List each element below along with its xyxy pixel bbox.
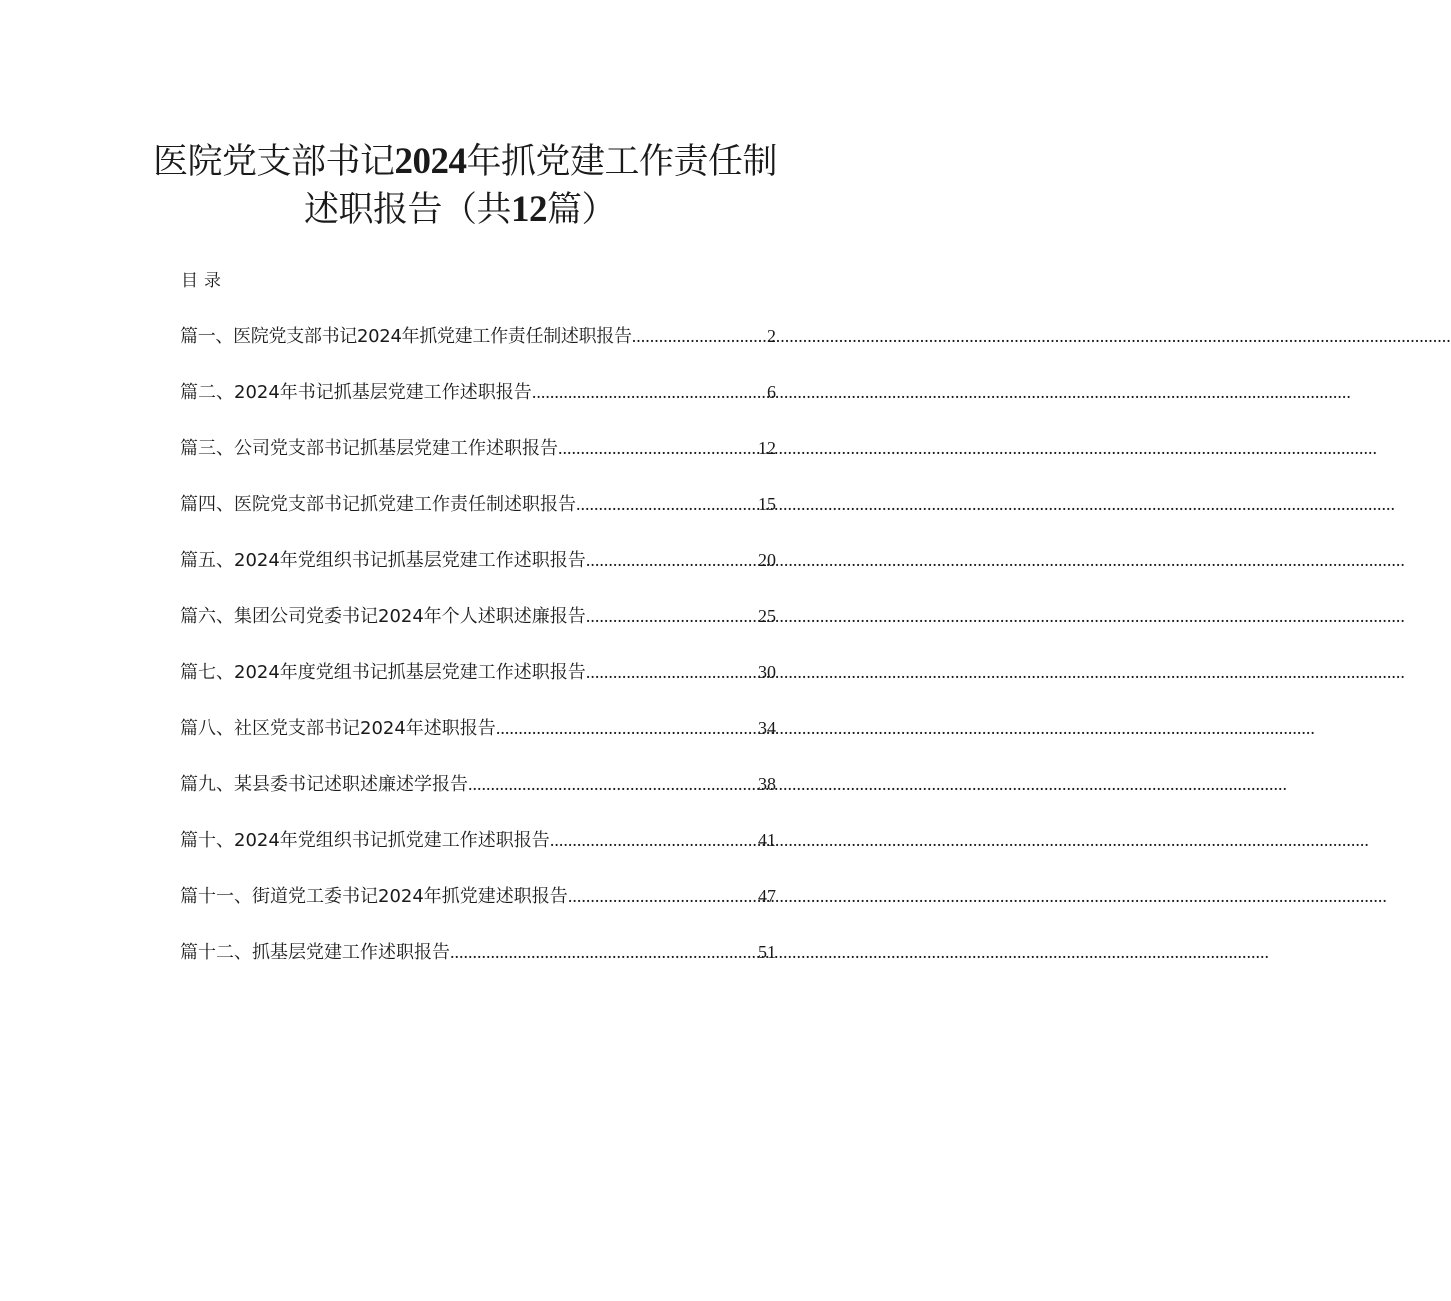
toc-entry-1[interactable] [180,322,776,378]
toc-entry-page: 25 [758,606,776,626]
document-title-line-2 [120,184,800,236]
toc-dot-leader [576,490,758,518]
toc-entry-4[interactable] [180,490,776,546]
toc-entry-label: 篇四、医院党支部书记抓党建工作责任制述职报告 [180,494,576,515]
toc-dot-leader [632,322,767,350]
title-suffix: 年抓党建工作责任制 [466,142,778,182]
toc-entry-label: 篇六、集团公司党委书记2024年个人述职述廉报告 [180,606,586,627]
toc-entry-page: 20 [758,550,776,570]
toc-entry-11[interactable] [180,882,776,938]
title-prefix: 医院党支部书记 [152,142,395,182]
toc-dot-leader [586,602,758,630]
toc-entry-page: 6 [767,382,776,402]
toc-entry-label: 篇八、社区党支部书记2024年述职报告 [180,718,496,739]
toc-entry-7[interactable] [180,658,776,714]
toc-entry-12[interactable] [180,938,776,994]
toc-entry-label: 篇十二、抓基层党建工作述职报告 [180,942,450,963]
toc-entry-page: 12 [758,438,776,458]
toc-entry-10[interactable] [180,826,776,882]
toc-entry-page: 15 [758,494,776,514]
toc-dot-leader [450,938,758,966]
toc-entry-page: 34 [758,718,776,738]
toc-dot-leader [568,882,758,910]
toc-entry-label: 篇七、2024年度党组书记抓基层党建工作述职报告 [180,662,586,683]
toc-entry-label: 篇十一、街道党工委书记2024年抓党建述职报告 [180,886,568,907]
toc-entry-page: 47 [758,886,776,906]
toc-dot-leader [586,658,758,686]
toc-entry-2[interactable] [180,378,776,434]
toc-dot-leader [586,546,758,574]
toc-entry-page: 51 [758,942,776,962]
toc-dot-leader [468,770,758,798]
toc-entry-page: 38 [758,774,776,794]
toc-heading: 目录 [181,271,227,291]
toc-entry-8[interactable] [180,714,776,770]
toc-dot-leader [496,714,758,742]
document-title-line-1 [120,136,810,188]
toc-entry-label: 篇二、2024年书记抓基层党建工作述职报告 [180,382,532,403]
title-year: 2024 [394,141,467,182]
title-count: 12 [511,189,547,230]
title-line2-suffix: 篇） [547,190,617,230]
toc-dot-leader [558,434,758,462]
toc-entry-label: 篇五、2024年党组织书记抓基层党建工作述职报告 [180,550,586,571]
toc-dot-leader [532,378,767,406]
toc-entry-page: 41 [758,830,776,850]
toc-entry-label: 篇十、2024年党组织书记抓党建工作述职报告 [180,830,550,851]
toc-entry-page: 30 [758,662,776,682]
table-of-contents [180,322,776,994]
toc-entry-page: 2 [767,326,776,346]
toc-entry-label: 篇九、某县委书记述职述廉述学报告 [180,774,468,795]
title-line2-prefix: 述职报告（共 [303,190,511,230]
toc-entry-3[interactable] [180,434,776,490]
toc-entry-label: 篇三、公司党支部书记抓基层党建工作述职报告 [180,438,558,459]
toc-entry-5[interactable] [180,546,776,602]
toc-entry-6[interactable] [180,602,776,658]
toc-dot-leader [550,826,758,854]
toc-entry-9[interactable] [180,770,776,826]
toc-entry-label: 篇一、医院党支部书记2024年抓党建工作责任制述职报告 [180,326,632,347]
